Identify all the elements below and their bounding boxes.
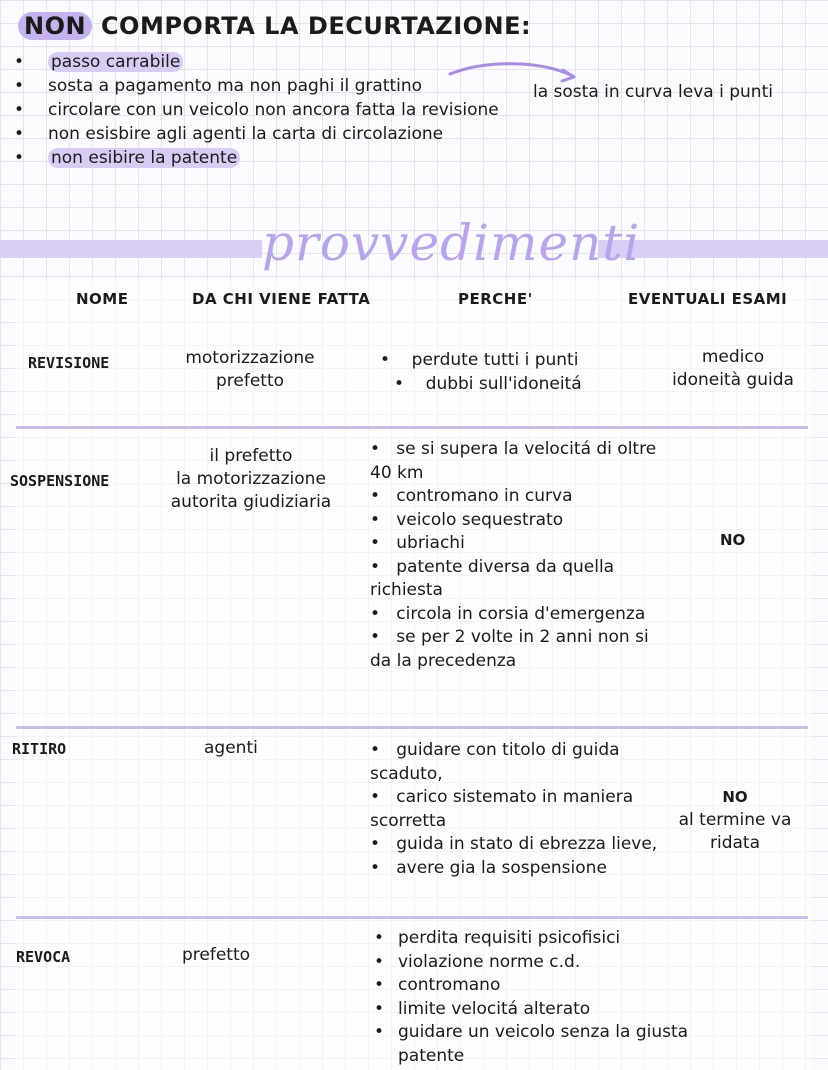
header-esami: EVENTUALI ESAMI	[628, 290, 788, 308]
row-revoca-da-chi: prefetto	[182, 945, 251, 965]
list-item: • circolare con un veicolo non ancora fatta la revisione	[14, 98, 514, 122]
header-perche: PERCHE'	[458, 290, 533, 308]
row-revisione-da-chi: motorizzazione prefetto	[185, 348, 315, 391]
row-sospensione-nome: SOSPENSIONE	[10, 472, 110, 490]
row-sospensione-perche	[370, 438, 660, 673]
title-rest: COMPORTA LA DECURTAZIONE:	[100, 12, 532, 40]
heading-band-left	[0, 240, 262, 258]
header-nome: NOME	[76, 290, 129, 308]
list-item: • circola in corsia d'emergenza	[370, 603, 646, 624]
section-heading: provvedimenti	[262, 214, 641, 272]
row-revisione-esami: medico idoneità guida	[672, 347, 794, 390]
list-item: • perdute tutti i punti	[380, 350, 579, 370]
row-ritiro-esami: NO al termine va ridata	[678, 788, 792, 853]
list-item: • contromano in curva	[370, 486, 573, 506]
list-item: • carico sistemato in maniera scorretta	[370, 787, 634, 831]
title-highlight: NON	[18, 12, 92, 40]
row-ritiro-nome: RITIRO	[12, 740, 67, 758]
list-item: • guidare un veicolo senza la giusta patente	[370, 1021, 700, 1068]
no-decurtazione-list	[14, 50, 514, 170]
row-ritiro-da-chi: agenti	[204, 738, 258, 758]
row-sospensione-esami: NO	[720, 531, 746, 549]
list-item: • non esibire la patente	[14, 146, 514, 170]
row-divider	[16, 726, 808, 729]
list-item: • limite velocitá alterato	[370, 998, 700, 1022]
list-item: • se per 2 volte in 2 anni non si da la precedenza	[370, 627, 649, 671]
list-item: • contromano	[370, 974, 700, 998]
row-revoca-perche	[370, 927, 700, 1068]
list-item: • veicolo sequestrato	[370, 509, 564, 530]
list-item: • ubriachi	[370, 533, 465, 553]
list-item: • se si supera la velocitá di oltre 40 km	[370, 439, 657, 483]
list-item: • guidare con titolo di guida scaduto,	[370, 740, 620, 784]
row-revisione-nome: REVISIONE	[28, 354, 110, 372]
list-item: • dubbi sull'idoneitá	[394, 373, 582, 394]
page-title	[18, 12, 531, 40]
row-ritiro-perche	[370, 739, 660, 880]
list-item: • sosta a pagamento ma non paghi il grattino	[14, 74, 514, 98]
list-item: • violazione norme c.d.	[370, 951, 700, 975]
row-sospensione-da-chi: il prefetto la motorizzazione autorita giudiziaria	[170, 446, 332, 512]
list-item: • avere gia la sospensione	[370, 857, 607, 878]
row-revoca-nome: REVOCA	[16, 948, 71, 966]
list-item: • passo carrabile	[14, 50, 514, 74]
header-da-chi: DA CHI VIENE FATTA	[192, 290, 371, 308]
list-item: • guida in stato di ebrezza lieve,	[370, 834, 658, 854]
list-item: • patente diversa da quella richiesta	[370, 556, 615, 600]
list-item: • perdita requisiti psicofisici	[370, 927, 700, 951]
row-revisione-perche	[380, 349, 640, 396]
arrow-icon	[445, 58, 580, 84]
list-item: • non esisbire agli agenti la carta di circolazione	[14, 122, 514, 146]
row-divider	[16, 916, 808, 919]
side-note: la sosta in curva leva i punti	[533, 82, 773, 102]
row-divider	[16, 426, 808, 429]
